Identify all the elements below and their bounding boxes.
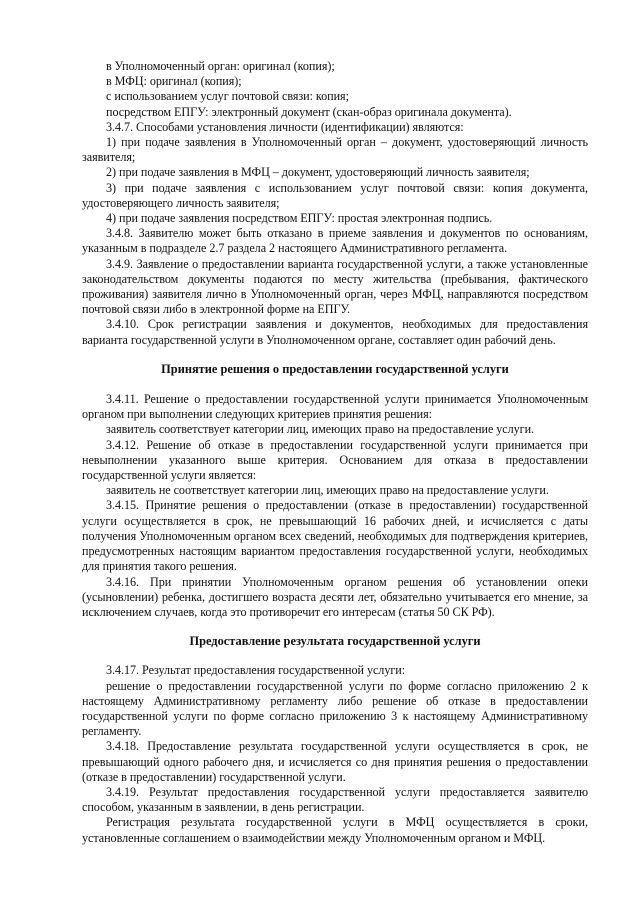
section-heading: Предоставление результата государственной услуги — [189, 634, 481, 649]
paragraph: с использованием услуг почтовой связи: копия; — [106, 89, 349, 104]
paragraph: заявитель не соответствует категории лиц, имеющих право на предоставление услуги. — [106, 483, 549, 498]
section-heading: Принятие решения о предоставлении государственной услуги — [161, 361, 509, 376]
paragraph: 3.4.17. Результат предоставления государственной услуги: — [106, 663, 406, 678]
paragraph: 1) при подаче заявления в Уполномоченный орган – документ, удостоверяющий личность заявителя; — [82, 135, 588, 165]
paragraph: 3.4.12. Решение об отказе в предоставлении государственной услуги принимается при невыполнении указанного выше критерия. Основанием для отказа в предоставлении государственной услуги является: — [82, 437, 588, 483]
paragraph: Регистрация результата государственной услуги в МФЦ осуществляется в сроки, установленные соглашением о взаимодействии между Уполномоченным органом и МФЦ. — [82, 815, 588, 845]
paragraph: 4) при подаче заявления посредством ЕПГУ: простая электронная подпись. — [106, 211, 493, 226]
paragraph: в МФЦ: оригинал (копия); — [106, 74, 242, 89]
paragraph: 3.4.15. Принятие решения о предоставлении (отказе в предоставлении) государственной услуги осуществляется в срок, не превышающий 16 рабочих дней, и исчисляется с даты получения Уполномоченным органом всех сведений, необходимых для подтверждения критериев, предусмотренных настоящим вариантом предоставления государственной услуги, необходимых для принятия такого решения. — [82, 498, 588, 574]
paragraph: заявитель соответствует категории лиц, имеющих право на предоставление услуги. — [106, 422, 535, 437]
spacer — [82, 348, 588, 362]
spacer — [82, 620, 588, 634]
paragraph: 3.4.18. Предоставление результата государственной услуги осуществляется в срок, не превышающий одного рабочего дня, и исчисляется со дня принятия решения о предоставлении (отказе в предоставлении) государственной услуги. — [82, 739, 588, 784]
paragraph: 3.4.11. Решение о предоставлении государственной услуги принимается Уполномоченным органом при выполнении следующих критериев принятия решения: — [82, 392, 588, 422]
document-body — [82, 59, 588, 846]
paragraph: 3.4.9. Заявление о предоставлении варианта государственной услуги, а также установленные законодательством документы подаются по месту жительства (пребывания, фактического проживания) заявителя лично в Уполномоченный орган, через МФЦ, направляются посредством почтовой связи либо в электронной форме на ЕПГУ. — [82, 256, 588, 317]
paragraph: 3.4.7. Способами установления личности (идентификации) являются: — [106, 119, 464, 134]
paragraph: решение о предоставлении государственной услуги по форме согласно приложению 2 к настоящему Административному регламенту либо решение об отказе в предоставлении государственной услуги по форме согласно приложению 3 к настоящему Административному регламенту. — [82, 678, 588, 739]
paragraph: 2) при подаче заявления в МФЦ – документ, удостоверяющий личность заявителя; — [106, 165, 530, 180]
spacer — [82, 649, 588, 663]
paragraph: 3.4.19. Результат предоставления государственной услуги предоставляется заявителю способом, указанным в заявлении, в день регистрации. — [82, 784, 588, 815]
paragraph: 3.4.16. При принятии Уполномоченным органом решения об установлении опеки (усыновлении) ребенка, достигшего возраста десяти лет, обязательно учитывается его мнение, за исключением случаев, когда это противоречит его интересам (статья 50 СК РФ). — [82, 574, 588, 619]
paragraph: 3) при подаче заявления с использованием услуг почтовой связи: копия документа, удостоверяющего личность заявителя; — [82, 180, 588, 210]
paragraph: 3.4.8. Заявителю может быть отказано в приеме заявления и документов по основаниям, указанным в подразделе 2.7 раздела 2 настоящего Административного регламента. — [82, 226, 588, 256]
spacer — [82, 377, 588, 392]
paragraph: 3.4.10. Срок регистрации заявления и документов, необходимых для предоставления варианта государственной услуги в Уполномоченном органе, составляет один рабочий день. — [82, 317, 588, 347]
paragraph: посредством ЕПГУ: электронный документ (скан-образ оригинала документа). — [106, 104, 512, 119]
paragraph: в Уполномоченный орган: оригинал (копия); — [106, 59, 335, 73]
